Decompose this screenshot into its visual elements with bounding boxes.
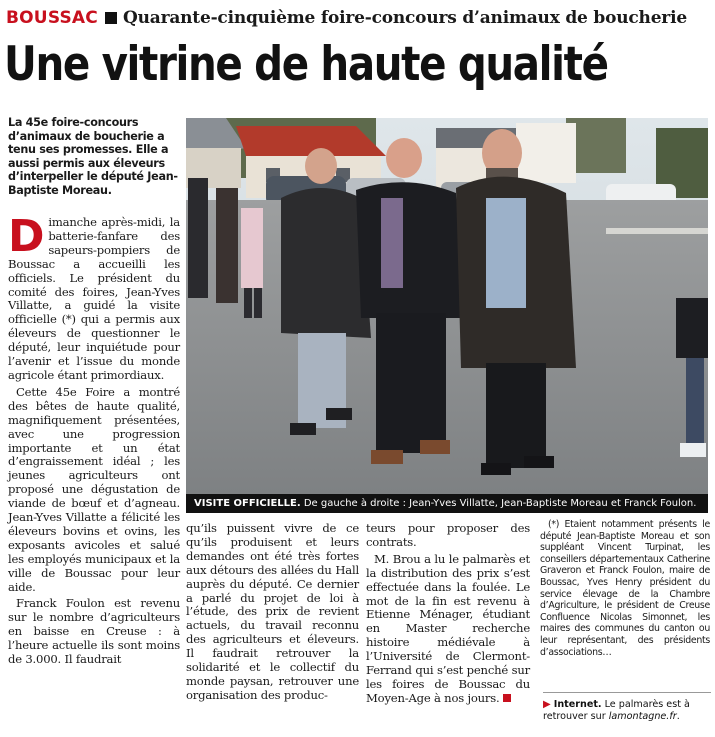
footnote-text: (*) Etaient notamment présents le député Jean-Baptiste Moreau et son suppléant Vincent Turpinat, les conseillers départementaux Catherine Graveron et Franck Foulon, maire de Boussac, Yves Henry président du service élevage de la Chambre d’Agriculture, le président de Creuse Confluence Nicolas Simonnet, les maires des communes du canton ou leur représentant, des présidents d’associations… [540, 519, 710, 658]
internet-label: Internet. [553, 699, 602, 710]
internet-link[interactable]: lamontagne.fr [608, 711, 677, 722]
kicker-square-icon [105, 12, 117, 24]
paragraph-5: teurs pour proposer des contrats. [366, 521, 530, 549]
paragraph-3: Franck Foulon est revenu sur le nombre d’agriculteurs en baisse en Creuse : à l’heure actuelle ils sont moins de 3.000. Il faudrait [8, 596, 180, 667]
paragraph-1-text: imanche après-midi, la batterie-fanfare des sapeurs-pompiers de Boussac a accueilli les officiels. Le président du comité des foires, Jean-Yves Villatte, a guidé la visite officielle (*) qui a permis aux éleveurs de questionner le député, leur inquiétude pour l’avenir et l’issue du monde agricole étant primordiaux. [8, 215, 180, 382]
kicker-place: BOUSSAC [6, 8, 98, 28]
article-column-1 [8, 211, 180, 670]
headline: Une vitrine de haute qualité [4, 37, 608, 92]
caption-label: VISITE OFFICIELLE. [194, 498, 301, 509]
paragraph-1 [8, 211, 180, 383]
article-photo [186, 118, 708, 494]
caption-text: De gauche à droite : Jean-Yves Villatte, Jean-Baptiste Moreau et Franck Foulon. [303, 498, 697, 509]
paragraph-6-text: M. Brou a lu le palmarès et la distribution des prix s’est effectuée dans la foulée. Le mot de la fin est revenu à Etienne Ménager, étudiant en Master recherche histoire médiévale à l’Université de Clermont-Ferrand qui s’est penché sur les foires de Boussac du Moyen-Age à nos jours. [366, 551, 530, 705]
article-column-2 [186, 522, 359, 706]
kicker [6, 6, 687, 30]
internet-end: . [676, 711, 680, 722]
photo-caption [186, 494, 708, 513]
paragraph-6 [366, 553, 530, 706]
paragraph-2: Cette 45e Foire a montré des bêtes de haute qualité, magnifiquement présentées, avec une progression importante et un état d’engraissement idéal ; les jeunes agriculteurs ont proposé une dégustation de viande de bœuf et d’agneau. Jean-Yves Villatte a félicité les éleveurs bovins et ovins, les exposants avicoles et salué les employés municipaux et la ville de Boussac pour leur aide. [8, 384, 180, 594]
article-column-3 [366, 522, 530, 709]
arrow-right-icon: ▶ [543, 699, 551, 710]
internet-text: Le palmarès est à retrouver sur [543, 699, 690, 722]
paragraph-4: qu’ils puissent vivre de ce qu’ils produisent et leurs demandes ont été très fortes aux détours des allées du Hall auprès du député. Ce dernier a parlé du projet de loi à l’étude, des prix de revient actuels, du travail reconnu des agriculteurs et éleveurs. Il faudrait retrouver la solidarité et le collectif du monde paysan, retrouver une organisation des produc- [186, 521, 359, 702]
lead-paragraph: La 45e foire-concours d’animaux de boucherie a tenu ses promesses. Elle a aussi permis aux éleveurs d’interpeller le député Jean-Baptiste Moreau. [8, 116, 178, 197]
dropcap: D [8, 211, 45, 262]
kicker-subtitle: Quarante-cinquième foire-concours d’animaux de boucherie [122, 8, 687, 28]
footnote [540, 519, 710, 661]
internet-box [543, 692, 711, 723]
end-square-icon [503, 694, 511, 702]
